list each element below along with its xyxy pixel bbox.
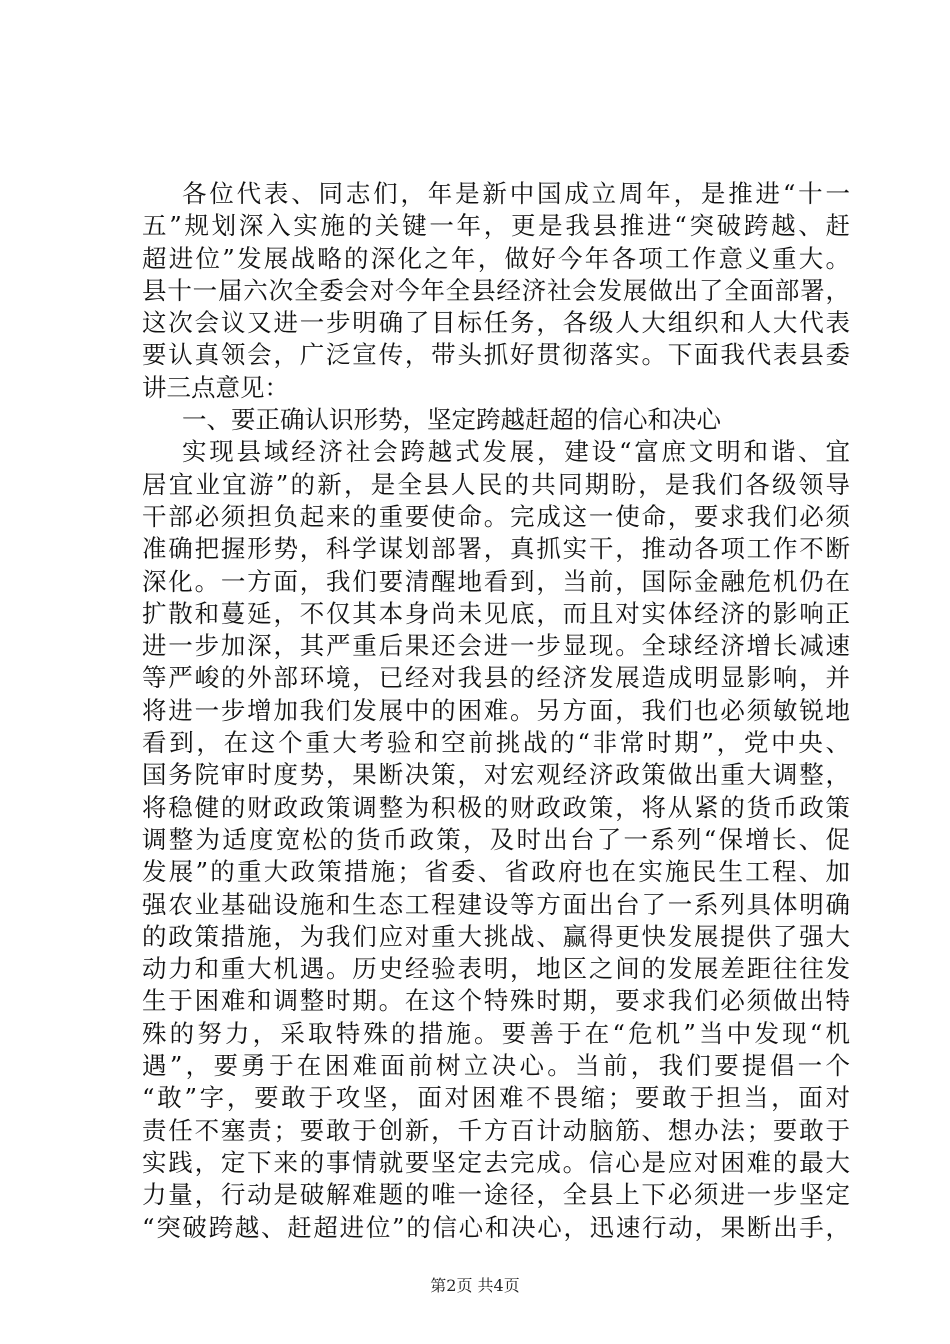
text-line: 的政策措施，为我们应对重大挑战、赢得更快发展提供了强大 (142, 921, 850, 951)
page-number-footer: 第2页 共4页 (430, 1276, 520, 1295)
text-line: 这次会议又进一步明确了目标任务，各级人大组织和人大代表 (142, 308, 850, 338)
text-line: 要认真领会，广泛宣传，带头抓好贯彻落实。下面我代表县委 (142, 340, 850, 370)
text-line: 力量，行动是破解难题的唯一途径，全县上下必须进一步坚定 (142, 1180, 850, 1210)
text-line: 进一步加深，其严重后果还会进一步显现。全球经济增长减速 (142, 631, 850, 661)
text-line: 殊的努力，采取特殊的措施。要善于在“危机”当中发现“机 (142, 1018, 850, 1048)
text-line: 生于困难和调整时期。在这个特殊时期，要求我们必须做出特 (142, 986, 850, 1016)
text-line: 超进位”发展战略的深化之年，做好今年各项工作意义重大。 (142, 243, 850, 273)
text-line: 讲三点意见： (142, 372, 289, 402)
text-line: 调整为适度宽松的货币政策，及时出台了一系列“保增长、促 (142, 824, 850, 854)
text-line: 各位代表、同志们，年是新中国成立周年，是推进“十一 (182, 179, 850, 208)
text-line: 干部必须担负起来的重要使命。完成这一使命，要求我们必须 (142, 501, 850, 531)
text-line: 深化。一方面，我们要清醒地看到，当前，国际金融危机仍在 (142, 566, 850, 596)
text-line: 实践，定下来的事情就要坚定去完成。信心是应对困难的最大 (142, 1147, 850, 1177)
text-line: 五”规划深入实施的关键一年，更是我县推进“突破跨越、赶 (142, 211, 850, 241)
text-line: 等严峻的外部环境，已经对我县的经济发展造成明显影响，并 (142, 663, 850, 693)
text-line: 看到，在这个重大考验和空前挑战的“非常时期”，党中央、 (142, 728, 850, 758)
body-text (142, 178, 850, 1244)
text-line: “敢”字，要敢于攻坚，面对困难不畏缩；要敢于担当，面对 (142, 1083, 850, 1113)
text-line: 责任不塞责；要敢于创新，千方百计动脑筋、想办法；要敢于 (142, 1115, 850, 1145)
text-line: 居宜业宜游”的新，是全县人民的共同期盼，是我们各级领导 (142, 469, 850, 499)
text-line: “突破跨越、赶超进位”的信心和决心，迅速行动，果断出手， (142, 1212, 850, 1242)
text-line: 将稳健的财政政策调整为积极的财政政策，将从紧的货币政策 (142, 792, 850, 822)
text-line: 实现县域经济社会跨越式发展，建设“富庶文明和谐、宜 (182, 437, 850, 467)
text-line: 遇”，要勇于在困难面前树立决心。当前，我们要提倡一个 (142, 1051, 850, 1081)
section-heading: 一、要正确认识形势，坚定跨越赶超的信心和决心 (182, 405, 721, 435)
text-line: 动力和重大机遇。历史经验表明，地区之间的发展差距往往发 (142, 954, 850, 984)
text-line: 将进一步增加我们发展中的困难。另方面，我们也必须敏锐地 (142, 695, 850, 725)
text-line: 县十一届六次全委会对今年全县经济社会发展做出了全面部署， (142, 275, 850, 305)
text-line: 扩散和蔓延，不仅其本身尚未见底，而且对实体经济的影响正 (142, 598, 850, 628)
text-line: 准确把握形势，科学谋划部署，真抓实干，推动各项工作不断 (142, 534, 850, 564)
text-line: 发展”的重大政策措施；省委、省政府也在实施民生工程、加 (142, 857, 850, 887)
text-line: 国务院审时度势，果断决策，对宏观经济政策做出重大调整， (142, 760, 850, 790)
text-line: 强农业基础设施和生态工程建设等方面出台了一系列具体明确 (142, 889, 850, 919)
